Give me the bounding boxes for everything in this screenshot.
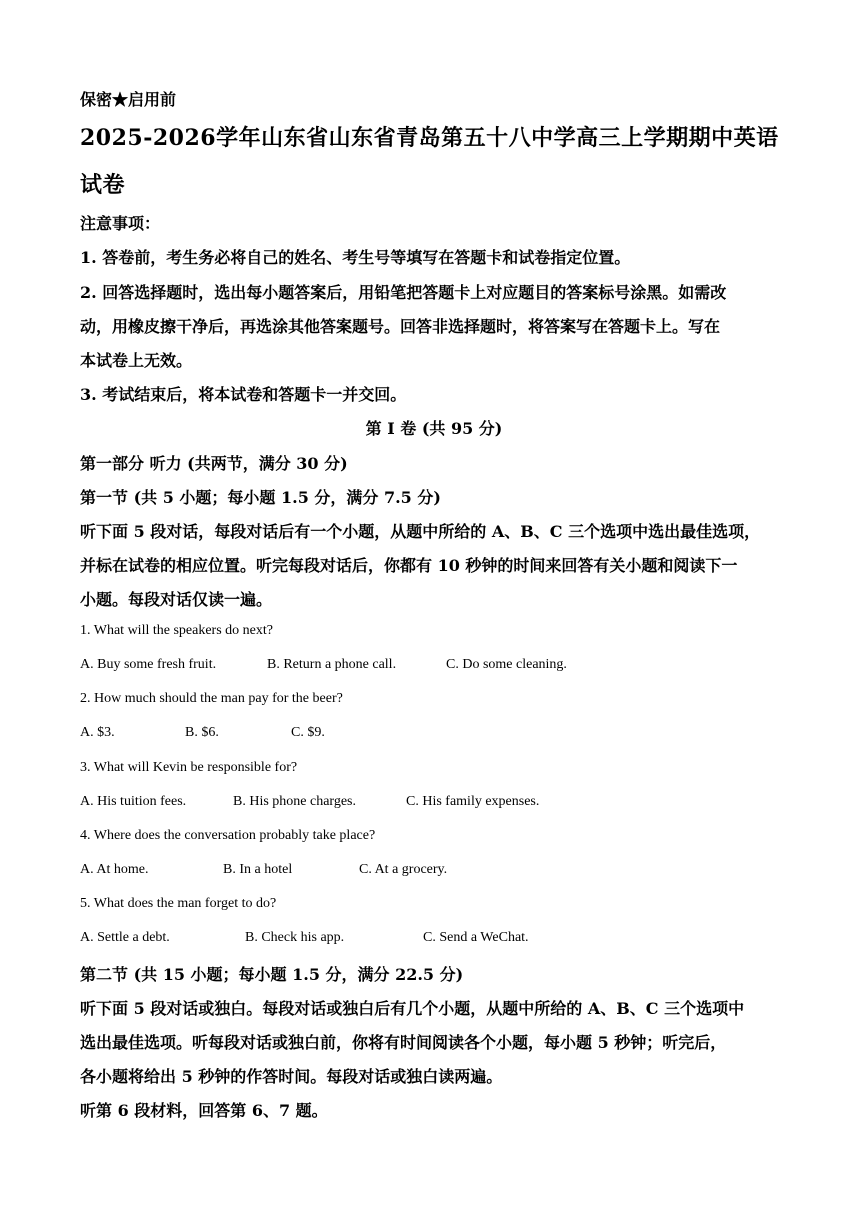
section1-instruction-line3: 小题。每段对话仅读一遍。 xyxy=(80,590,273,609)
notes-item-2-line1: 2. 回答选择题时，选出每小题答案后，用铅笔把答题卡上对应题目的答案标号涂黑。如需改 xyxy=(80,283,727,302)
material-6-instruction: 听第 6 段材料，回答第 6、7 题。 xyxy=(80,1101,328,1120)
option-c: C. His family expenses. xyxy=(406,794,540,809)
section2-instruction-line2: 选出最佳选项。听每段对话或独白前，你将有时间阅读各个小题，每小题 5 秒钟；听完后， xyxy=(80,1033,727,1052)
notes-item-2-line2: 动，用橡皮擦干净后，再选涂其他答案题号。回答非选择题时，将答案写在答题卡上。写在 xyxy=(80,317,721,336)
section1-instruction-line2: 并标在试卷的相应位置。听完每段对话后，你都有 10 秒钟的时间来回答有关小题和阅读下一 xyxy=(80,556,738,575)
notes-heading: 注意事项： xyxy=(80,214,161,233)
option-a: A. Settle a debt. xyxy=(80,930,170,945)
option-a: A. $3. xyxy=(80,725,115,740)
section2-instruction-line1: 听下面 5 段对话或独白。每段对话或独白后有几个小题，从题中所给的 A、B、C 三个选项中 xyxy=(80,999,745,1018)
exam-title-line2: 试卷 xyxy=(80,172,126,198)
exam-title-line1: 2025-2026学年山东省山东省青岛第五十八中学高三上学期期中英语 xyxy=(80,125,779,151)
notes-item-2-line3: 本试卷上无效。 xyxy=(80,351,193,370)
confidential-label: 保密★启用前 xyxy=(80,90,177,109)
option-c: C. At a grocery. xyxy=(359,862,448,877)
option-b: B. Check his app. xyxy=(245,930,345,945)
option-a: A. At home. xyxy=(80,862,149,877)
option-a: A. Buy some fresh fruit. xyxy=(80,657,217,672)
option-b: B. In a hotel xyxy=(223,862,293,877)
option-c: C. Send a WeChat. xyxy=(423,930,529,945)
volume-heading: 第 I 卷 (共 95 分) xyxy=(365,419,503,438)
option-c: C. Do some cleaning. xyxy=(446,657,567,672)
option-b: B. His phone charges. xyxy=(233,794,356,809)
question-2-stem: 2. How much should the man pay for the beer? xyxy=(80,691,343,706)
option-a: A. His tuition fees. xyxy=(80,794,187,809)
notes-item-1: 1. 答卷前，考生务必将自己的姓名、考生号等填写在答题卡和试卷指定位置。 xyxy=(80,248,631,267)
option-b: B. Return a phone call. xyxy=(267,657,397,672)
question-5-stem: 5. What does the man forget to do? xyxy=(80,896,277,911)
section1-heading: 第一节 (共 5 小题；每小题 1.5 分，满分 7.5 分) xyxy=(80,488,441,507)
section2-instruction-line3: 各小题将给出 5 秒钟的作答时间。每段对话或独白读两遍。 xyxy=(80,1067,503,1086)
part1-heading: 第一部分 听力 (共两节，满分 30 分) xyxy=(80,454,348,473)
question-3-stem: 3. What will Kevin be responsible for? xyxy=(80,760,298,775)
section2-heading: 第二节 (共 15 小题；每小题 1.5 分，满分 22.5 分) xyxy=(80,965,464,984)
question-1-stem: 1. What will the speakers do next? xyxy=(80,623,273,638)
option-c: C. $9. xyxy=(291,725,325,740)
option-b: B. $6. xyxy=(185,725,219,740)
question-4-stem: 4. Where does the conversation probably take place? xyxy=(80,828,376,843)
section1-instruction-line1: 听下面 5 段对话，每段对话后有一个小题，从题中所给的 A、B、C 三个选项中选出最佳选项， xyxy=(80,522,761,541)
notes-item-3: 3. 考试结束后，将本试卷和答题卡一并交回。 xyxy=(80,385,407,404)
